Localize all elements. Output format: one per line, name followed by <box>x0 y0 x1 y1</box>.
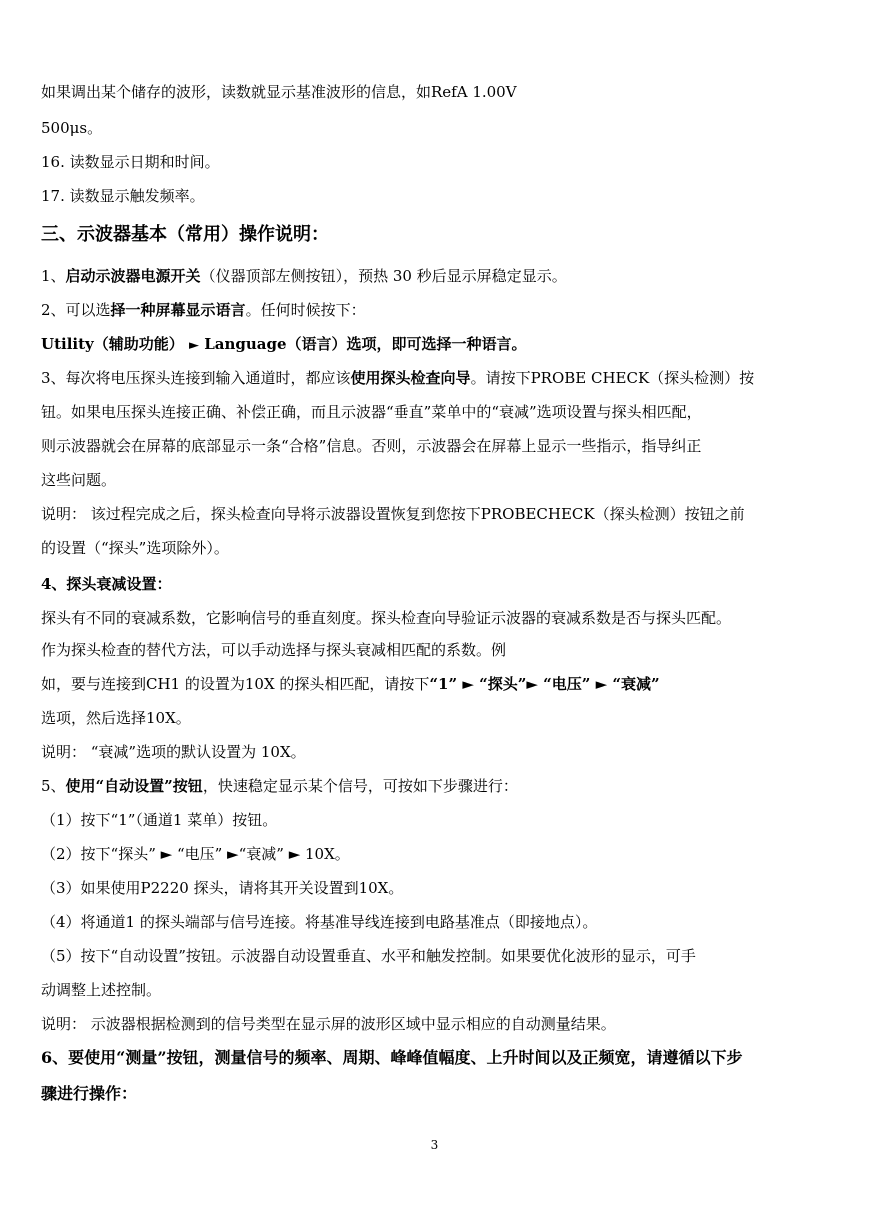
text-line: 钮。如果电压探头连接正确、补偿正确，而且示波器“垂直”菜单中的“衰减”选项设置与探头相匹配， <box>41 403 702 421</box>
step-number: 1、 <box>41 267 66 285</box>
text-line: 500μs。 <box>41 119 103 137</box>
text-line: 动调整上述控制。 <box>41 981 162 999</box>
subsection-heading: 4、探头衰减设置： <box>41 575 172 593</box>
sub-step: （5）按下“自动设置”按钮。示波器自动设置垂直、水平和触发控制。如果要优化波形的显示，可手 <box>41 947 696 965</box>
step-keyword: 使用“自动设置”按钮 <box>65 777 203 795</box>
section-heading: 三、示波器基本（常用）操作说明： <box>41 224 329 245</box>
text-line: 这些问题。 <box>41 471 117 489</box>
step-number: 5、 <box>41 777 66 795</box>
sub-step: （3）如果使用P2220 探头，请将其开关设置到10X。 <box>41 879 404 897</box>
note-line: 的设置（“探头”选项除外）。 <box>41 539 229 557</box>
note-line: 说明： 示波器根据检测到的信号类型在显示屏的波形区域中显示相应的自动测量结果。 <box>41 1015 616 1033</box>
step-2 <box>41 300 366 320</box>
step-text: 2、可以选 <box>41 301 111 319</box>
text-line: 则示波器就会在屏幕的底部显示一条“合格”信息。否则，示波器会在屏幕上显示一些指示，指导纠正 <box>41 437 702 455</box>
text-line: 探头有不同的衰减系数，它影响信号的垂直刻度。探头检查向导验证示波器的衰减系数是否与探头匹配。 <box>41 609 732 627</box>
step-text: 。任何时候按下： <box>245 301 366 319</box>
note-line: 说明： “衰减”选项的默认设置为 10X。 <box>41 743 306 761</box>
list-item-16: 16. 读数显示日期和时间。 <box>41 153 220 171</box>
sub-step: （2）按下“探头” ► “电压” ►“衰减” ► 10X。 <box>41 845 350 863</box>
language-label: Language（语言）选项，即可选择一种语言。 <box>204 335 527 353</box>
sub-step: （4）将通道1 的探头端部与信号连接。将基准导线连接到电路基准点（即接地点）。 <box>41 913 598 931</box>
attenuation-instruction <box>41 674 660 694</box>
text-line: 如果调出某个储存的波形，读数就显示基准波形的信息，如RefA 1.00V <box>41 83 517 101</box>
text-line: 选项，然后选择10X。 <box>41 709 191 727</box>
utility-label: Utility（辅助功能） <box>41 335 184 353</box>
subsection-heading: 骤进行操作： <box>41 1084 138 1103</box>
step-keyword: 启动示波器电源开关 <box>65 267 201 285</box>
step-text: （仪器顶部左侧按钮），预热 30 秒后显示屏稳定显示。 <box>200 267 567 285</box>
page-number: 3 <box>430 1138 439 1152</box>
step-text: 。请按下PROBE CHECK（探头检测）按 <box>470 369 755 387</box>
step-text: 3、每次将电压探头连接到输入通道时，都应该 <box>41 369 351 387</box>
step-text: ，快速稳定显示某个信号，可按如下步骤进行： <box>202 777 518 795</box>
step-text: 如，要与连接到CH1 的设置为10X 的探头相匹配，请按下 <box>41 675 430 693</box>
language-instruction <box>41 334 527 356</box>
step-1 <box>41 266 567 286</box>
step-3 <box>41 368 754 388</box>
step-keyword: 择一种屏幕显示语言 <box>110 301 246 319</box>
subsection-heading: 6、要使用“测量”按钮，测量信号的频率、周期、峰峰值幅度、上升时间以及正频宽，请遵循以下步 <box>41 1048 743 1067</box>
step-5 <box>41 776 518 796</box>
note-line: 说明： 该过程完成之后，探头检查向导将示波器设置恢复到您按下PROBECHECK（探头检测）按钮之前 <box>41 505 745 523</box>
list-item-17: 17. 读数显示触发频率。 <box>41 187 205 205</box>
menu-path: “1” ► “探头”► “电压” ► “衰减” <box>429 675 660 693</box>
text-line: 作为探头检查的替代方法，可以手动选择与探头衰减相匹配的系数。例 <box>41 641 507 659</box>
step-keyword: 使用探头检查向导 <box>350 369 471 387</box>
sub-step: （1）按下“1”（通道1 菜单）按钮。 <box>41 811 278 829</box>
arrow-icon: ► <box>188 338 199 353</box>
